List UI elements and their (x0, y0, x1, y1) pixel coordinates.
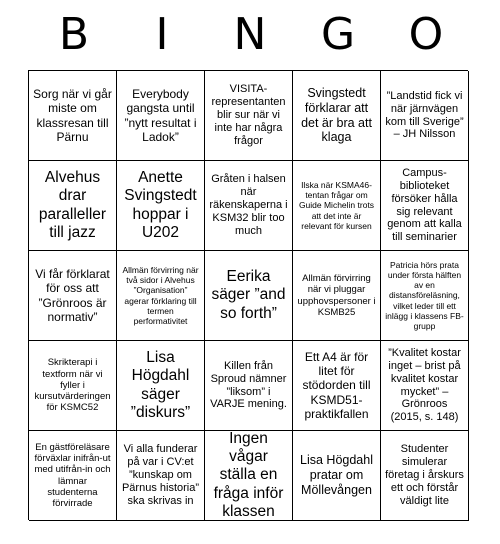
cell-text: Everybody gangsta until ”nytt resultat i Ladok” (124, 87, 197, 144)
bingo-cell[interactable] (293, 161, 381, 251)
cell-text: Allmän förvirring när två sidor i Alvehus ”Organisation” agerar förklaring till termen performativitet (122, 265, 199, 326)
bingo-cell[interactable] (293, 431, 381, 521)
cell-text: VISITA-representanten blir sur när vi inte har några frågor (211, 83, 286, 147)
bingo-cell[interactable] (205, 341, 293, 431)
header-letter-o: O (408, 9, 444, 60)
bingo-cell[interactable] (29, 431, 117, 521)
bingo-cell[interactable] (205, 161, 293, 251)
cell-text: Patricia hörs prata under första hälften av en distansföreläsning, vilket leder till ett inlägg i klassens FB-grupp (385, 260, 464, 331)
bingo-cell[interactable] (381, 431, 469, 521)
bingo-cell[interactable] (205, 251, 293, 341)
cell-text: Lisa Högdahl pratar om Möllevången (300, 453, 373, 497)
cell-text: Skrikterapi i textform när vi fyller i kursutvärderingen för KSMC52 (34, 357, 111, 414)
bingo-cell[interactable] (117, 251, 205, 341)
bingo-cell[interactable] (117, 341, 205, 431)
bingo-cell[interactable] (293, 71, 381, 161)
bingo-cell[interactable] (29, 341, 117, 431)
bingo-cell[interactable] (293, 341, 381, 431)
bingo-cell[interactable] (117, 71, 205, 161)
cell-text: Anette Svingstedt hoppar i U202 (124, 168, 197, 241)
bingo-cell[interactable] (29, 161, 117, 251)
bingo-cell[interactable] (381, 251, 469, 341)
cell-text: Eerika säger ”and so forth” (211, 268, 286, 322)
bingo-cell[interactable] (293, 251, 381, 341)
cell-text: Allmän förvirring när vi pluggar upphovspersoner i KSMB25 (297, 273, 376, 318)
cell-text: En gästföreläsare förväxlar inifrån-ut med utifrån-in och lämnar studenterna förvirrade (34, 441, 111, 509)
bingo-cell[interactable] (29, 71, 117, 161)
cell-text: Ingen vågar ställa en fråga inför klassen (213, 431, 284, 520)
cell-text: Svingstedt förklarar att det är bra att klaga (301, 86, 372, 145)
bingo-cell[interactable] (205, 71, 293, 161)
bingo-cell[interactable] (381, 161, 469, 251)
cell-text: Sorg när vi går miste om klassresan till Pärnu (33, 87, 112, 144)
header-letter-n: N (233, 9, 267, 60)
bingo-grid (28, 70, 468, 520)
cell-text: Vi får förklarat för oss att ”Grönroos är normativ” (35, 267, 110, 324)
cell-text: Ett A4 är för litet för stödorden till KSMD51-praktikfallen (302, 350, 371, 421)
header-letter-b: B (58, 9, 90, 60)
cell-text: Lisa Högdahl säger ”diskurs” (130, 348, 191, 421)
cell-text: Vi alla funderar på var i CV:et ”kunskap om Pärnus historia” ska skrivas in (121, 443, 200, 507)
cell-text: Gråten i halsen när räkenskaperna i KSM32 blir too much (209, 173, 288, 237)
header-letter-g: G (320, 9, 356, 60)
bingo-cell[interactable] (381, 341, 469, 431)
cell-text: Studenter simulerar företag i årskurs ett och förstår väldigt lite (385, 443, 464, 507)
bingo-cell[interactable] (29, 251, 117, 341)
bingo-cell[interactable] (117, 161, 205, 251)
header-letter-i: I (155, 9, 169, 60)
bingo-header (0, 0, 500, 70)
cell-text: Killen från Sproud nämner ”liksom” i VARJE mening. (210, 359, 287, 411)
bingo-cell[interactable] (117, 431, 205, 521)
cell-text: Alvehus drar paralleller till jazz (38, 168, 107, 241)
cell-text: Campus-biblioteket försöker hålla sig relevant genom att kalla till seminarier (387, 166, 462, 244)
cell-text: ”Kvalitet kostar inget – brist på kvalitet kostar mycket” – Grönroos (2015, s. 148) (388, 346, 461, 424)
bingo-cell[interactable] (381, 71, 469, 161)
cell-text: ”Landstid fick vi när järnvägen kom till Sverige” – JH Nilsson (385, 89, 464, 141)
cell-text: Ilska när KSMA46-tentan frågar om Guide Michelin trots att det inte är relevant för kursen (298, 180, 375, 231)
bingo-cell[interactable] (205, 431, 293, 521)
